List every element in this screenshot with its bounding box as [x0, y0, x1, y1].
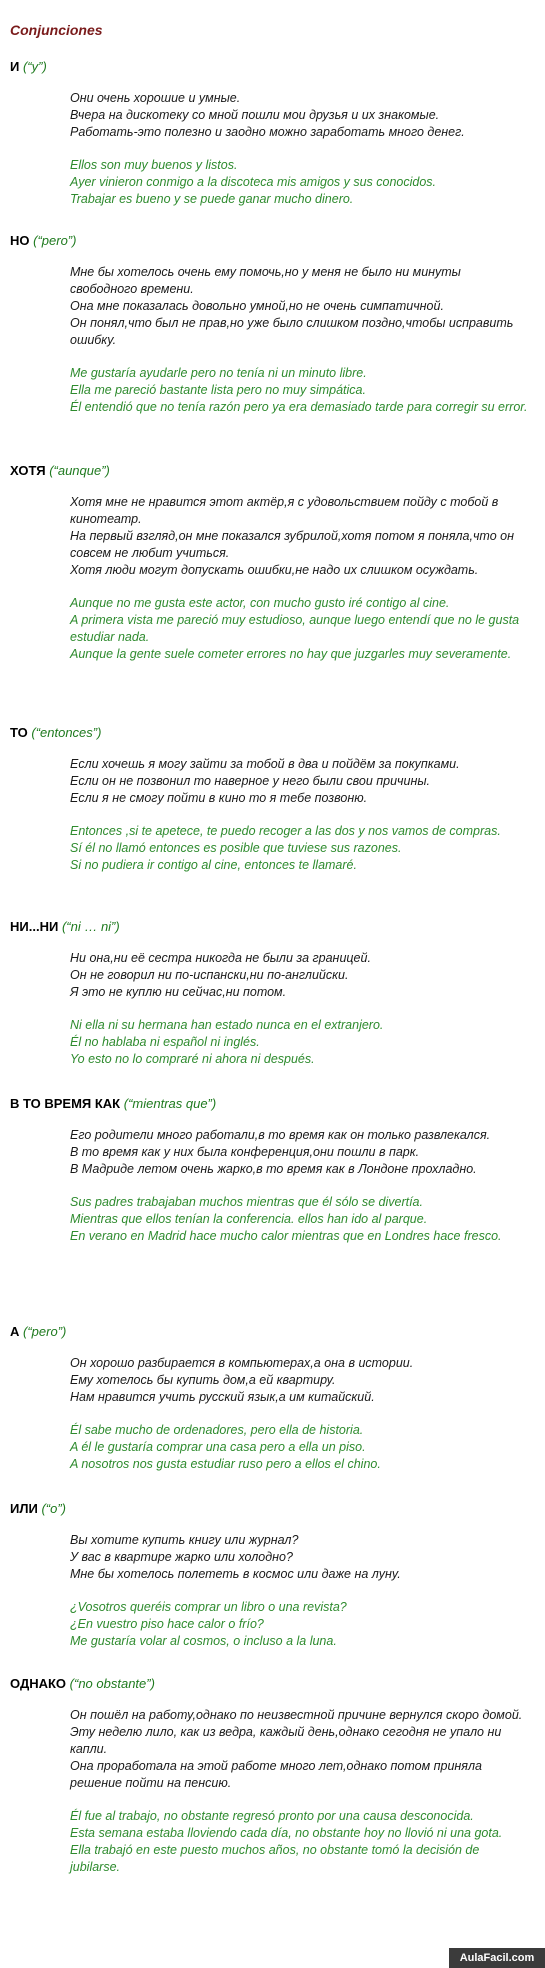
spanish-sentence: Trabajar es bueno y se puede ganar mucho dinero.: [70, 192, 354, 206]
spanish-examples: [70, 1017, 530, 1068]
spanish-sentence: Aunque la gente suele cometer errores no hay que juzgarles muy severamente.: [70, 647, 512, 661]
russian-examples: [70, 264, 530, 349]
section-heading: [10, 58, 535, 76]
spanish-examples: [70, 1422, 530, 1473]
spanish-sentence: ¿Vosotros queréis comprar un libro o una revista?: [70, 1600, 347, 1614]
conjunction-word: ОДНАКО: [10, 1676, 67, 1691]
conjunction-word: НИ...НИ: [10, 919, 59, 934]
section-heading: [10, 232, 535, 250]
spanish-sentence: Aunque no me gusta este actor, con mucho gusto iré contigo al cine.: [70, 596, 450, 610]
spanish-sentence: A él le gustaría comprar una casa pero a ella un piso.: [70, 1440, 366, 1454]
conjunction-word: В ТО ВРЕМЯ КАК: [10, 1096, 121, 1111]
russian-examples: [70, 756, 530, 807]
russian-examples: [70, 1532, 530, 1583]
russian-sentence: Он пошёл на работу,однако по неизвестной причине вернулся скоро домой.: [70, 1708, 523, 1722]
russian-sentence: В Мадриде летом очень жарко,в то время как в Лондоне прохладно.: [70, 1162, 477, 1176]
conjunction-translation: (“y”): [22, 59, 47, 74]
spanish-examples: [70, 1599, 530, 1650]
russian-sentence: Они очень хорошие и умные.: [70, 91, 241, 105]
russian-sentence: У вас в квартире жарко или холодно?: [70, 1550, 293, 1564]
spanish-sentence: Esta semana estaba lloviendo cada día, no obstante hoy no llovió ni una gota.: [70, 1826, 503, 1840]
russian-sentence: Она мне показалась довольно умной,но не очень симпатичной.: [70, 299, 444, 313]
spanish-sentence: A primera vista me pareció muy estudioso, aunque luego entendí que no le gusta estudiar nada.: [70, 613, 520, 644]
conjunction-word: А: [10, 1324, 20, 1339]
russian-sentence: Я это не куплю ни сейчас,ни потом.: [70, 985, 287, 999]
spanish-sentence: Si no pudiera ir contigo al cine, entonces te llamaré.: [70, 858, 357, 872]
spanish-examples: [70, 1808, 530, 1876]
russian-examples: [70, 1707, 530, 1792]
russian-sentence: Мне бы хотелось полететь в космос или даже на луну.: [70, 1567, 401, 1581]
russian-sentence: Если хочешь я могу зайти за тобой в два и пойдём за покупками.: [70, 757, 460, 771]
russian-sentence: Он не говорил ни по-испански,ни по-английски.: [70, 968, 349, 982]
page-title: Conjunciones: [10, 22, 103, 38]
spanish-sentence: Él entendió que no tenía razón pero ya era demasiado tarde para corregir su error.: [70, 400, 528, 414]
spanish-sentence: Él no hablaba ni español ni inglés.: [70, 1035, 260, 1049]
conjunction-translation: (“aunque”): [49, 463, 110, 478]
russian-sentence: Ни она,ни её сестра никогда не были за границей.: [70, 951, 371, 965]
conjunction-word: НО: [10, 233, 30, 248]
conjunction-translation: (“ni … ni”): [61, 919, 120, 934]
russian-sentence: Его родители много работали,в то время как он только развлекался.: [70, 1128, 491, 1142]
spanish-sentence: Ella trabajó en este puesto muchos años, no obstante tomó la decisión de jubilarse.: [70, 1843, 480, 1874]
spanish-examples: [70, 1194, 530, 1245]
spanish-sentence: Ayer vinieron conmigo a la discoteca mis amigos y sus conocidos.: [70, 175, 437, 189]
section-heading: [10, 1500, 535, 1518]
spanish-sentence: Entonces ,si te apetece, te puedo recoger a las dos y nos vamos de compras.: [70, 824, 501, 838]
spanish-sentence: Mientras que ellos tenían la conferencia. ellos han ido al parque.: [70, 1212, 428, 1226]
russian-sentence: Хотя люди могут допускать ошибки,не надо их слишком осуждать.: [70, 563, 479, 577]
spanish-sentence: En verano en Madrid hace mucho calor mientras que en Londres hace fresco.: [70, 1229, 502, 1243]
section-no: [10, 232, 535, 416]
russian-sentence: Мне бы хотелось очень ему помочь,но у меня не было ни минуты свободного времени.: [70, 265, 461, 296]
site-logo: AulaFacil.com: [449, 1948, 545, 1968]
russian-examples: [70, 494, 530, 579]
russian-sentence: Она проработала на этой работе много лет,однако потом приняла решение пойти на пенсию.: [70, 1759, 482, 1790]
spanish-sentence: Yo esto no lo compraré ni ahora ni después.: [70, 1052, 315, 1066]
russian-examples: [70, 1355, 530, 1406]
russian-sentence: Ему хотелось бы купить дом,а ей квартиру.: [70, 1373, 336, 1387]
spanish-sentence: Ella me pareció bastante lista pero no muy simpática.: [70, 383, 366, 397]
spanish-sentence: Él fue al trabajo, no obstante regresó pronto por una causa desconocida.: [70, 1809, 474, 1823]
russian-examples: [70, 950, 530, 1001]
russian-sentence: Если он не позвонил то наверное у него были свои причины.: [70, 774, 430, 788]
spanish-sentence: Sus padres trabajaban muchos mientras que él sólo se divertía.: [70, 1195, 423, 1209]
section-ni-ni: [10, 918, 535, 1068]
spanish-sentence: ¿En vuestro piso hace calor o frío?: [70, 1617, 264, 1631]
russian-sentence: Вы хотите купить книгу или журнал?: [70, 1533, 299, 1547]
spanish-examples: [70, 157, 530, 208]
russian-sentence: В то время как у них была конференция,они пошли в парк.: [70, 1145, 420, 1159]
russian-examples: [70, 90, 530, 141]
russian-sentence: Вчера на дискотеку со мной пошли мои друзья и их знакомые.: [70, 108, 440, 122]
section-v-to-vremya-kak: [10, 1095, 535, 1245]
spanish-examples: [70, 365, 530, 416]
section-a: [10, 1323, 535, 1473]
section-to: [10, 724, 535, 874]
section-heading: [10, 1323, 535, 1341]
russian-sentence: Если я не смогу пойти в кино то я тебе позвоню.: [70, 791, 368, 805]
conjunction-translation: (“entonces”): [31, 725, 102, 740]
conjunction-translation: (“pero”): [23, 1324, 67, 1339]
spanish-examples: [70, 823, 530, 874]
conjunction-word: ХОТЯ: [10, 463, 46, 478]
spanish-sentence: Me gustaría ayudarle pero no tenía ni un minuto libre.: [70, 366, 367, 380]
section-heading: [10, 1675, 535, 1693]
section-i: [10, 58, 535, 208]
russian-sentence: Он понял,что был не прав,но уже было слишком поздно,чтобы исправить ошибку.: [70, 316, 514, 347]
spanish-sentence: A nosotros nos gusta estudiar ruso pero a ellos el chino.: [70, 1457, 381, 1471]
section-heading: [10, 918, 535, 936]
section-khotya: [10, 462, 535, 663]
russian-sentence: Нам нравится учить русский язык,а им китайский.: [70, 1390, 375, 1404]
conjunction-translation: (“o”): [41, 1501, 66, 1516]
spanish-sentence: Él sabe mucho de ordenadores, pero ella de historia.: [70, 1423, 364, 1437]
russian-examples: [70, 1127, 530, 1178]
spanish-sentence: Ellos son muy buenos y listos.: [70, 158, 238, 172]
russian-sentence: Эту неделю лило, как из ведра, каждый день,однако сегодня не упало ни капли.: [70, 1725, 502, 1756]
section-heading: [10, 462, 535, 480]
section-heading: [10, 724, 535, 742]
conjunction-word: И: [10, 59, 20, 74]
conjunction-word: ИЛИ: [10, 1501, 38, 1516]
conjunction-translation: (“pero”): [33, 233, 77, 248]
section-heading: [10, 1095, 535, 1113]
conjunction-translation: (“mientras que”): [123, 1096, 217, 1111]
spanish-examples: [70, 595, 530, 663]
spanish-sentence: Sí él no llamó entonces es posible que tuviese sus razones.: [70, 841, 402, 855]
section-odnako: [10, 1675, 535, 1876]
russian-sentence: Хотя мне не нравится этот актёр,я с удовольствием пойду с тобой в кинотеатр.: [70, 495, 499, 526]
spanish-sentence: Ni ella ni su hermana han estado nunca en el extranjero.: [70, 1018, 384, 1032]
russian-sentence: Он хорошо разбирается в компьютерах,а она в истории.: [70, 1356, 414, 1370]
russian-sentence: На первый взгляд,он мне показался зубрилой,хотя потом я поняла,что он совсем не любит учиться.: [70, 529, 514, 560]
section-ili: [10, 1500, 535, 1650]
russian-sentence: Работать-это полезно и заодно можно заработать много денег.: [70, 125, 465, 139]
conjunction-translation: (“no obstante”): [69, 1676, 155, 1691]
spanish-sentence: Me gustaría volar al cosmos, o incluso a la luna.: [70, 1634, 337, 1648]
conjunction-word: ТО: [10, 725, 28, 740]
